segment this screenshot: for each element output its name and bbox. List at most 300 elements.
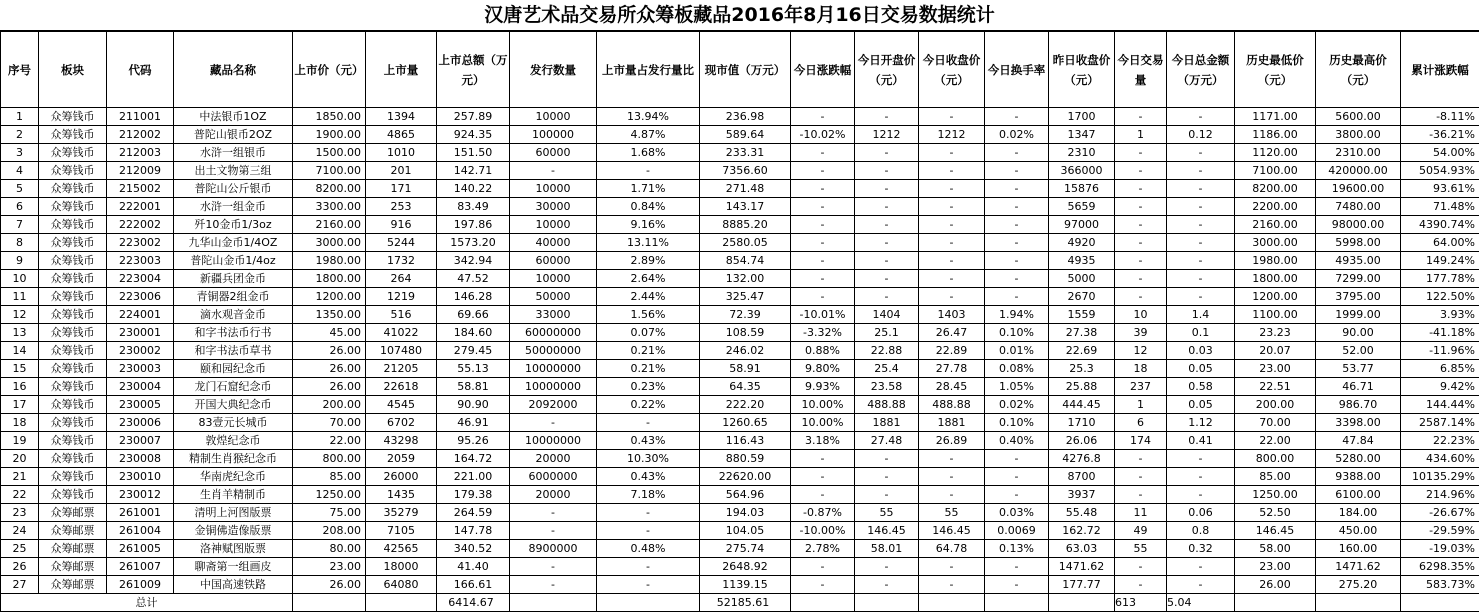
table-cell: 2587.14% [1401, 414, 1479, 432]
table-row [1, 342, 1479, 360]
table-cell: 颐和园纪念币 [174, 360, 293, 378]
table-cell: 0.01% [985, 342, 1049, 360]
table-cell: 10.00% [791, 396, 855, 414]
table-cell: 85.00 [1235, 468, 1316, 486]
table-cell: 223003 [107, 252, 174, 270]
table-cell: 青铜器2组金币 [174, 288, 293, 306]
table-cell: 93.61% [1401, 180, 1479, 198]
table-cell: 25.3 [1049, 360, 1115, 378]
table-cell: 22 [1, 486, 39, 504]
table-row [1, 162, 1479, 180]
table-cell: 5600.00 [1316, 108, 1401, 126]
table-cell: - [985, 468, 1049, 486]
table-cell: 261005 [107, 540, 174, 558]
table-cell: 208.00 [293, 522, 366, 540]
table-cell: 230006 [107, 414, 174, 432]
table-cell: - [855, 216, 919, 234]
column-header: 今日总金额（万元） [1167, 32, 1235, 108]
table-cell: -0.87% [791, 504, 855, 522]
table-cell: 2.89% [597, 252, 700, 270]
table-cell: 64.00% [1401, 234, 1479, 252]
table-cell: 1559 [1049, 306, 1115, 324]
table-cell: 104.05 [700, 522, 791, 540]
table-cell: 22.69 [1049, 342, 1115, 360]
table-cell: 214.96% [1401, 486, 1479, 504]
table-cell: 23.00 [1235, 558, 1316, 576]
table-cell: 1471.62 [1049, 558, 1115, 576]
table-cell: 普陀山金币1/4oz [174, 252, 293, 270]
table-cell: - [919, 144, 985, 162]
table-cell: 1100.00 [1235, 306, 1316, 324]
table-cell: 新疆兵团金币 [174, 270, 293, 288]
table-cell: 25.4 [855, 360, 919, 378]
table-row [1, 558, 1479, 576]
table-cell: 55 [1115, 540, 1167, 558]
table-cell: 149.24% [1401, 252, 1479, 270]
table-cell: - [1115, 252, 1167, 270]
table-cell: - [1115, 450, 1167, 468]
table-cell: 450.00 [1316, 522, 1401, 540]
table-cell: 200.00 [1235, 396, 1316, 414]
table-cell: 21 [1, 468, 39, 486]
table-cell: 1394 [366, 108, 437, 126]
table-cell: 2.44% [597, 288, 700, 306]
table-cell: 众筹邮票 [39, 576, 107, 594]
table-cell: 41.40 [437, 558, 510, 576]
table-cell: 39 [1115, 324, 1167, 342]
table-cell: 22.89 [919, 342, 985, 360]
table-cell: 2648.92 [700, 558, 791, 576]
table-cell: - [919, 198, 985, 216]
table-cell: - [985, 198, 1049, 216]
table-cell: 20.07 [1235, 342, 1316, 360]
table-cell: 21205 [366, 360, 437, 378]
table-cell: 4.87% [597, 126, 700, 144]
table-cell: 160.00 [1316, 540, 1401, 558]
table-cell: 4920 [1049, 234, 1115, 252]
table-cell: 0.13% [985, 540, 1049, 558]
table-cell: 7480.00 [1316, 198, 1401, 216]
table-row [1, 306, 1479, 324]
table-cell: 222002 [107, 216, 174, 234]
table-cell: - [919, 108, 985, 126]
table-row [1, 252, 1479, 270]
table-cell: 26.47 [919, 324, 985, 342]
table-cell: - [510, 504, 597, 522]
table-cell: 174 [1115, 432, 1167, 450]
table-cell: 233.31 [700, 144, 791, 162]
table-cell: - [1115, 108, 1167, 126]
table-cell: 18 [1115, 360, 1167, 378]
table-cell: - [855, 180, 919, 198]
column-header: 累计涨跌幅 [1401, 32, 1479, 108]
table-cell: 1980.00 [293, 252, 366, 270]
table-cell: 340.52 [437, 540, 510, 558]
table-cell: -41.18% [1401, 324, 1479, 342]
table-cell: 26 [1, 558, 39, 576]
table-cell: - [791, 576, 855, 594]
table-cell: 2160.00 [1235, 216, 1316, 234]
table-cell: 42565 [366, 540, 437, 558]
table-cell: - [1115, 216, 1167, 234]
table-cell: - [985, 576, 1049, 594]
table-cell: 488.88 [919, 396, 985, 414]
table-cell: 1.12 [1167, 414, 1235, 432]
table-cell: 0.12 [1167, 126, 1235, 144]
table-cell: 8700 [1049, 468, 1115, 486]
table-cell: - [597, 504, 700, 522]
table-cell: - [855, 252, 919, 270]
table-cell: 230012 [107, 486, 174, 504]
table-cell: 1250.00 [1235, 486, 1316, 504]
table-cell: 众筹钱币 [39, 252, 107, 270]
table-cell: 9388.00 [1316, 468, 1401, 486]
table-cell: 147.78 [437, 522, 510, 540]
table-cell: 6 [1, 198, 39, 216]
table-row [1, 432, 1479, 450]
table-cell: 0.22% [597, 396, 700, 414]
table-cell: 3.18% [791, 432, 855, 450]
table-cell: 71.48% [1401, 198, 1479, 216]
table-cell: 261004 [107, 522, 174, 540]
table-cell: 9 [1, 252, 39, 270]
table-cell: 0.48% [597, 540, 700, 558]
table-cell: 6100.00 [1316, 486, 1401, 504]
table-cell: 107480 [366, 342, 437, 360]
table-cell: - [1115, 162, 1167, 180]
table-cell: 22.88 [855, 342, 919, 360]
column-header: 上市量占发行量比 [597, 32, 700, 108]
table-cell: 10 [1, 270, 39, 288]
table-cell: 162.72 [1049, 522, 1115, 540]
table-cell: 众筹钱币 [39, 414, 107, 432]
table-cell: 49 [1115, 522, 1167, 540]
table-cell: 146.45 [1235, 522, 1316, 540]
table-cell: - [791, 198, 855, 216]
table-cell: 41022 [366, 324, 437, 342]
table-cell: - [1167, 468, 1235, 486]
table-cell: 12 [1115, 342, 1167, 360]
table-cell: 261007 [107, 558, 174, 576]
table-cell: 0.07% [597, 324, 700, 342]
table-cell: 10000 [510, 108, 597, 126]
table-cell: 52.00 [1316, 342, 1401, 360]
table-cell: 中国高速铁路 [174, 576, 293, 594]
table-cell: 83壹元长城币 [174, 414, 293, 432]
table-cell: -26.67% [1401, 504, 1479, 522]
table-cell: 55 [919, 504, 985, 522]
table-cell: 264.59 [437, 504, 510, 522]
table-cell: 279.45 [437, 342, 510, 360]
table-cell: 60000 [510, 252, 597, 270]
table-cell: 普陀山公斤银币 [174, 180, 293, 198]
table-cell: 金铜佛造像版票 [174, 522, 293, 540]
table-row [1, 144, 1479, 162]
table-cell: 83.49 [437, 198, 510, 216]
table-cell: 58.91 [700, 360, 791, 378]
table-cell: 142.71 [437, 162, 510, 180]
table-cell: 222001 [107, 198, 174, 216]
table-cell: 177.77 [1049, 576, 1115, 594]
table-cell: 0.10% [985, 414, 1049, 432]
table-cell: 1732 [366, 252, 437, 270]
table-cell: - [1167, 162, 1235, 180]
table-cell: 108.59 [700, 324, 791, 342]
table-cell: 85.00 [293, 468, 366, 486]
table-cell: 800.00 [1235, 450, 1316, 468]
table-cell: 26.89 [919, 432, 985, 450]
table-cell: - [597, 414, 700, 432]
column-header: 上市价（元） [293, 32, 366, 108]
table-cell: 1850.00 [293, 108, 366, 126]
table-cell: 1200.00 [1235, 288, 1316, 306]
table-row [1, 576, 1479, 594]
table-cell: - [510, 162, 597, 180]
table-cell: 7.18% [597, 486, 700, 504]
column-header: 今日开盘价（元） [855, 32, 919, 108]
table-cell: 20000 [510, 450, 597, 468]
table-cell: 1.4 [1167, 306, 1235, 324]
table-cell: 90.90 [437, 396, 510, 414]
table-cell: - [1115, 288, 1167, 306]
table-cell: 55.48 [1049, 504, 1115, 522]
table-cell: 325.47 [700, 288, 791, 306]
table-cell: 28.45 [919, 378, 985, 396]
table-cell: 90.00 [1316, 324, 1401, 342]
table-cell: 23.23 [1235, 324, 1316, 342]
table-cell: 26.00 [293, 576, 366, 594]
table-cell: 0.02% [985, 396, 1049, 414]
table-cell: 253 [366, 198, 437, 216]
column-header: 今日涨跌幅 [791, 32, 855, 108]
table-cell: 众筹钱币 [39, 144, 107, 162]
table-cell: - [985, 558, 1049, 576]
table-cell: 43298 [366, 432, 437, 450]
table-cell: 众筹钱币 [39, 288, 107, 306]
table-cell: 70.00 [1235, 414, 1316, 432]
table-cell: 1219 [366, 288, 437, 306]
table-cell: 1 [1115, 396, 1167, 414]
table-cell: 开国大典纪念币 [174, 396, 293, 414]
table-cell: 70.00 [293, 414, 366, 432]
table-cell: 众筹邮票 [39, 522, 107, 540]
table-cell: - [1167, 450, 1235, 468]
table-cell: 众筹钱币 [39, 342, 107, 360]
table-cell: 1260.65 [700, 414, 791, 432]
table-cell: 215002 [107, 180, 174, 198]
table-cell: 223006 [107, 288, 174, 306]
table-cell: 众筹钱币 [39, 396, 107, 414]
header-row [1, 32, 1479, 108]
table-cell: 27.78 [919, 360, 985, 378]
sheet-title: 汉唐艺术品交易所众筹板藏品2016年8月16日交易数据统计 [0, 0, 1479, 31]
table-cell: 132.00 [700, 270, 791, 288]
table-cell: - [855, 270, 919, 288]
table-cell: 52.50 [1235, 504, 1316, 522]
table-cell: 13.94% [597, 108, 700, 126]
table-cell: 18000 [366, 558, 437, 576]
table-cell: 9.80% [791, 360, 855, 378]
table-cell: 众筹钱币 [39, 162, 107, 180]
table-cell: 46.71 [1316, 378, 1401, 396]
totals-volume: 613 [1115, 594, 1167, 612]
table-cell: - [855, 486, 919, 504]
table-cell: 264 [366, 270, 437, 288]
table-cell: 97000 [1049, 216, 1115, 234]
table-cell: 1500.00 [293, 144, 366, 162]
table-cell: - [1115, 270, 1167, 288]
table-cell: - [1167, 558, 1235, 576]
table-cell: - [1167, 144, 1235, 162]
table-cell: 50000 [510, 288, 597, 306]
table-cell: - [919, 558, 985, 576]
table-cell: - [791, 486, 855, 504]
table-cell: 212002 [107, 126, 174, 144]
column-header: 序号 [1, 32, 39, 108]
table-cell: - [1167, 198, 1235, 216]
table-cell: 271.48 [700, 180, 791, 198]
table-cell: 230003 [107, 360, 174, 378]
table-cell: 0.03% [985, 504, 1049, 522]
table-cell: 23.58 [855, 378, 919, 396]
table-cell: - [985, 288, 1049, 306]
table-cell: 1.94% [985, 306, 1049, 324]
column-header: 藏品名称 [174, 32, 293, 108]
table-cell: 8885.20 [700, 216, 791, 234]
table-cell: 聊斋第一组画皮 [174, 558, 293, 576]
table-row [1, 396, 1479, 414]
table-cell: - [597, 558, 700, 576]
table-cell: -8.11% [1401, 108, 1479, 126]
table-cell: 230007 [107, 432, 174, 450]
table-cell: 236.98 [700, 108, 791, 126]
table-cell: 122.50% [1401, 288, 1479, 306]
table-cell: 华南虎纪念币 [174, 468, 293, 486]
table-cell: 中法银币1OZ [174, 108, 293, 126]
table-cell: 342.94 [437, 252, 510, 270]
table-cell: 0.06 [1167, 504, 1235, 522]
table-cell: 10 [1115, 306, 1167, 324]
table-cell: - [855, 450, 919, 468]
table-cell: 26.00 [1235, 576, 1316, 594]
table-cell: - [919, 450, 985, 468]
table-cell: 0.05 [1167, 396, 1235, 414]
table-cell: 75.00 [293, 504, 366, 522]
table-cell: 3398.00 [1316, 414, 1401, 432]
table-row [1, 360, 1479, 378]
table-cell: 230001 [107, 324, 174, 342]
table-row [1, 234, 1479, 252]
table-row [1, 468, 1479, 486]
table-cell: 8 [1, 234, 39, 252]
table-cell: 80.00 [293, 540, 366, 558]
table-cell: 64.78 [919, 540, 985, 558]
table-row [1, 126, 1479, 144]
table-cell: 589.64 [700, 126, 791, 144]
table-cell: 2.64% [597, 270, 700, 288]
table-cell: - [791, 288, 855, 306]
table-cell: - [855, 162, 919, 180]
table-cell: 880.59 [700, 450, 791, 468]
table-cell: 40000 [510, 234, 597, 252]
table-cell: 1.71% [597, 180, 700, 198]
table-cell: 246.02 [700, 342, 791, 360]
table-cell: 1999.00 [1316, 306, 1401, 324]
table-cell: -29.59% [1401, 522, 1479, 540]
table-cell: 10000 [510, 180, 597, 198]
table-cell: - [791, 162, 855, 180]
table-cell: - [1167, 108, 1235, 126]
table-cell: 22.00 [293, 432, 366, 450]
table-row [1, 540, 1479, 558]
table-cell: 6000000 [510, 468, 597, 486]
table-cell: 9.42% [1401, 378, 1479, 396]
table-cell: -19.03% [1401, 540, 1479, 558]
column-header: 现市值（万元） [700, 32, 791, 108]
table-cell: - [1115, 576, 1167, 594]
table-cell: 45.00 [293, 324, 366, 342]
table-cell: 2670 [1049, 288, 1115, 306]
table-cell: 27.48 [855, 432, 919, 450]
table-cell: 0.43% [597, 468, 700, 486]
table-cell: 22620.00 [700, 468, 791, 486]
table-cell: 18 [1, 414, 39, 432]
table-cell: 1 [1, 108, 39, 126]
table-cell: 众筹邮票 [39, 558, 107, 576]
table-cell: 0.88% [791, 342, 855, 360]
table-cell: 歼10金币1/3oz [174, 216, 293, 234]
totals-listing-total: 6414.67 [437, 594, 510, 612]
table-cell: 4935.00 [1316, 252, 1401, 270]
table-cell: 1881 [919, 414, 985, 432]
table-cell: 33000 [510, 306, 597, 324]
table-cell: 1.05% [985, 378, 1049, 396]
table-cell: 0.58 [1167, 378, 1235, 396]
table-cell: 众筹钱币 [39, 306, 107, 324]
table-cell: 223004 [107, 270, 174, 288]
table-cell: - [510, 414, 597, 432]
table-cell: 1250.00 [293, 486, 366, 504]
table-cell: 3800.00 [1316, 126, 1401, 144]
column-header: 板块 [39, 32, 107, 108]
table-cell: 众筹钱币 [39, 468, 107, 486]
table-cell: 1212 [919, 126, 985, 144]
table-cell: 3795.00 [1316, 288, 1401, 306]
table-cell: - [791, 270, 855, 288]
table-cell: 184.60 [437, 324, 510, 342]
table-cell: - [919, 180, 985, 198]
table-cell: - [985, 144, 1049, 162]
table-cell: - [1115, 198, 1167, 216]
totals-row [1, 594, 1479, 612]
column-header: 今日交易量 [1115, 32, 1167, 108]
table-cell: 26.00 [293, 360, 366, 378]
table-cell: 444.45 [1049, 396, 1115, 414]
table-cell: 143.17 [700, 198, 791, 216]
table-cell: - [919, 468, 985, 486]
trading-data-table [0, 31, 1479, 612]
table-cell: 211001 [107, 108, 174, 126]
table-cell: 146.28 [437, 288, 510, 306]
table-cell: - [855, 288, 919, 306]
table-cell: 4 [1, 162, 39, 180]
table-cell: 237 [1115, 378, 1167, 396]
table-cell: 1403 [919, 306, 985, 324]
table-cell: 25.1 [855, 324, 919, 342]
table-cell: 197.86 [437, 216, 510, 234]
table-cell: 2059 [366, 450, 437, 468]
table-cell: 63.03 [1049, 540, 1115, 558]
